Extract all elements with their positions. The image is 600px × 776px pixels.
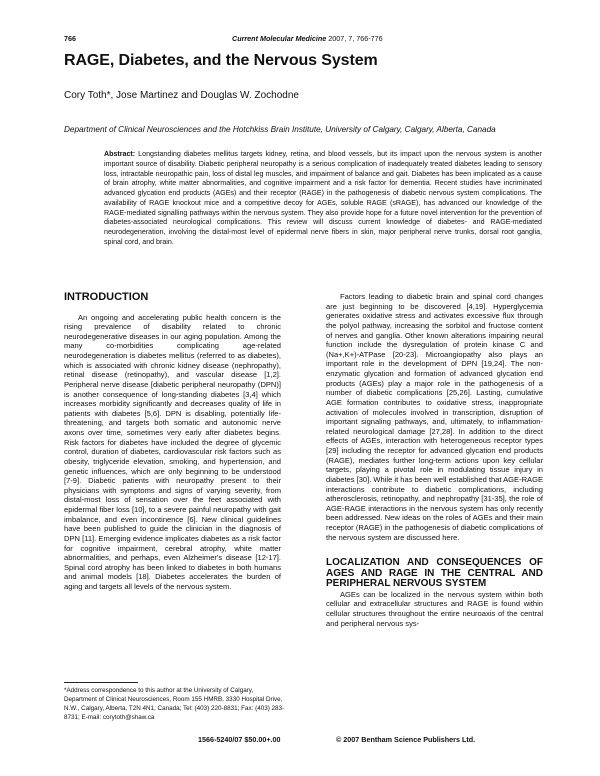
journal-citation bbox=[232, 34, 383, 43]
article-title: RAGE, Diabetes, and the Nervous System bbox=[64, 52, 378, 69]
affiliation: Department of Clinical Neurosciences and the Hotchkiss Brain Institute, University of Calgary, Calgary, Alberta, Canada bbox=[64, 125, 496, 134]
journal-name: Current Molecular Medicine bbox=[232, 34, 327, 43]
footer-issn: 1566-5240/07 $50.00+.00 bbox=[198, 735, 281, 744]
introduction-heading: INTRODUCTION bbox=[64, 291, 149, 303]
footer-copyright: © 2007 Bentham Science Publishers Ltd. bbox=[336, 735, 476, 744]
right-column bbox=[326, 292, 543, 628]
abstract-label: Abstract: bbox=[104, 150, 136, 158]
page-number: 766 bbox=[64, 34, 76, 43]
introduction-paragraph: An ongoing and accelerating public health concern is the rising prevalence of disability related to chronic neurodegenerative diseases in our aging population. Among the many co-morbidities complicating age-related neurodegeneration is diabetes mellitus (referred to as diabetes), which is associated with chronic kidney disease (nephropathy), retinal disease (retinopathy), and vascular disease [1,2]. Peripheral nerve disease [diabetic peripheral neuropathy (DPN)] is another consequence of long-standing diabetes [3,4] which increases morbidity significantly and decreases quality of life in patients with diabetes [5,6]. DPN is disabling, potentially life-threatening, and targets both somatic and autonomic nerve axons over time, sometimes very early after diabetes begins. Risk factors for diabetes have included the degree of glycemic control, duration of diabetes, cardiovascular risk factors such as obesity, triglyceride elevation, smoking, and hypertension, and genetic influences, which are only beginning to be understood [7-9]. Diabetic patients with neuropathy present to their physicians with symptoms and signs of varying severity, from distal-most loss of sensation over the feet associated with epidermal fiber loss [10], to a severe painful neuropathy with gait imbalance, and even incontinence [6]. New clinical guidelines have been published to guide the clinician in the diagnosis of DPN [11]. Emerging evidence implicates diabetes as a risk factor for cognitive impairment, cerebral atrophy, white matter abnormalities, and perhaps, even Alzheimer's disease [12-17]. Spinal cord atrophy has been linked to diabetes in both humans and animal models [18]. Diabetes accelerates the burden of aging and targets all levels of the nervous system. bbox=[64, 312, 281, 591]
body-paragraph-localization: AGEs can be localized in the nervous system within both cellular and extracellular structures and RAGE is found within cellular structures throughout the entire neuroaxis of the central and peripheral nervous sys- bbox=[326, 589, 543, 628]
abstract bbox=[104, 150, 542, 248]
left-column bbox=[64, 292, 281, 592]
section-heading-localization: LOCALIZATION AND CONSEQUENCES OF AGES AND RAGE IN THE CENTRAL AND PERIPHERAL NERVOUS SYSTEM bbox=[326, 557, 543, 590]
body-paragraph-factors: Factors leading to diabetic brain and spinal cord changes are just beginning to be discovered [4,19]. Hyperglycemia generates oxidative stress and activates excessive flux through the polyol pathway, increasing the sorbitol and fructose content of nerves and ganglia. Other known alterations impairing neural function include the dysregulation of protein kinase C and (Na+,K+)-ATPase [20-23]. Microangiopathy also plays an important role in the development of DPN [19,24]. The non-enzymatic glycation and formation of advanced glycation end products (AGEs) play a major role in the pathogenesis of a number of diabetic complications [25,26]. Lasting, cumulative AGE formation contributes to oxidative stress, inappropriate activation of molecules involved in transcription, disruption of important signaling pathways, and, ultimately, to inflammation-related neurological damage [27,28]. In addition to the direct effects of AGEs, interaction with heterogeneous receptor types [29] including the receptor for advanced glycation end products (RAGE), mediates further long-term actions upon key cellular targets, playing a pivotal role in modulating tissue injury in diabetes [30]. While it has been well established that AGE-RAGE interactions contribute to diabetic complications, including atherosclerosis, retinopathy, and nephropathy [31-35], the role of AGE-RAGE interactions in the nervous system has only recently been addressed. New ideas on the roles of AGEs and their main receptor (RAGE) in the pathogenesis of diabetic complications of the nervous system are discussed here. bbox=[326, 292, 543, 542]
journal-volume: 2007, 7, 766-776 bbox=[326, 34, 383, 43]
footnote-divider bbox=[64, 682, 138, 683]
authors: Cory Toth*, Jose Martinez and Douglas W. Zochodne bbox=[64, 90, 299, 101]
abstract-text: Longstanding diabetes mellitus targets kidney, retina, and blood vessels, but its impact upon the nervous system is another important source of disability. Diabetic peripheral neuropathy is a serious complication of inadequately treated diabetes leading to sensory loss, intractable neuropathic pain, loss of distal leg muscles, and impairment of balance and gait. Diabetes has been implicated as a cause of brain atrophy, white matter abnormalities, and cognitive impairment and a risk factor for dementia. Recent studies have incriminated advanced glycation end products (AGEs) and their receptor (RAGE) in the pathogenesis of diabetic nervous system complications. The availability of RAGE knockout mice and a competitive decoy for AGEs, soluble RAGE (sRAGE), has advanced our knowledge of the RAGE-mediated signalling pathways within the nervous system. They also provide hope for a future novel intervention for the prevention of diabetes-associated neurological complications. This review will discuss current knowledge of diabetes- and RAGE-mediated neurodegeneration, involving the distal-most level of epidermal nerve fibers in skin, major peripheral nerve trunks, dorsal root ganglia, spinal cord, and brain. bbox=[104, 150, 542, 246]
correspondence-footnote: *Address correspondence to this author at the University of Calgary, Department of Clinical Neurosciences, Room 155 HMRB, 3330 Hospital Drive, N.W., Calgary, Alberta, T2N 4N1, Canada; Tel: (403) 220-8831; Fax: (403) 283-8731; E-mail: corytoth@shaw.ca bbox=[64, 687, 285, 721]
